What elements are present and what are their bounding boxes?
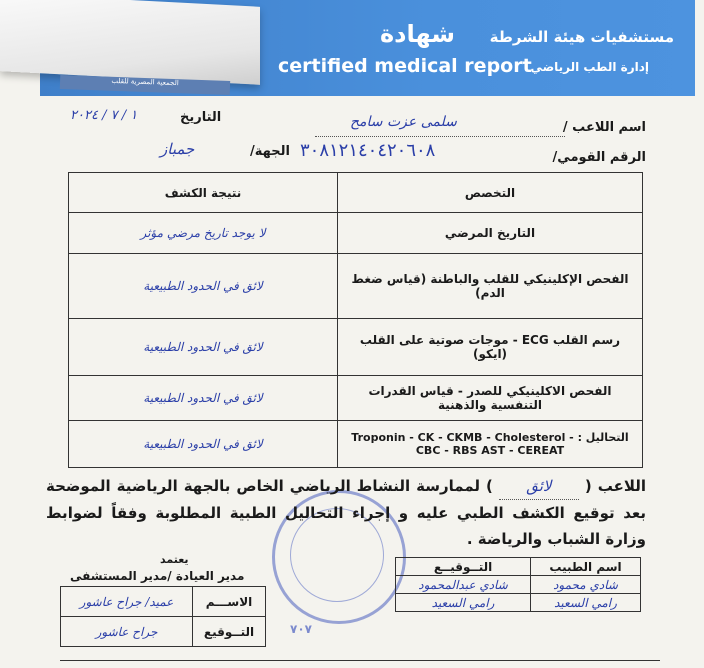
header-specialty: التخصص (338, 173, 643, 213)
stamp-number: ٧٠٧ (290, 622, 312, 636)
certificate-title-en: certified medical report (278, 55, 532, 77)
exam-results-table (68, 172, 643, 468)
doctor-name: رامي السعيد (531, 594, 641, 612)
result-cell: لائق في الحدود الطبيعية (69, 254, 338, 319)
doctor-signature: رامي السعيد (396, 594, 531, 612)
date-value: ١ / ٧ / ٢٠٢٤ (70, 108, 138, 123)
fold-strip: الجمعية المصرية للقلب (60, 75, 230, 95)
doctor-name: شادي محمود (531, 576, 641, 594)
director-signature-table (60, 586, 266, 647)
folded-paper-corner (0, 0, 260, 85)
doctor-name-header: اسم الطبيب (531, 558, 641, 576)
table-row (69, 376, 643, 421)
doctor-signature: شادي عبدالمحمود (396, 576, 531, 594)
certificate-title-ar: شهادة (380, 20, 455, 48)
player-name-value: سلمى عزت سامح (350, 114, 457, 130)
result-cell: لائق في الحدود الطبيعية (69, 376, 338, 421)
entity-label: الجهة/ (250, 144, 290, 159)
specialty-cell: التاريخ المرضي (338, 213, 643, 254)
hospital-name: مستشفيات هيئة الشرطة (489, 28, 674, 46)
specialty-cell: الفحص الإكلينيكي للقلب والباطنة (قياس ضغط الدم) (338, 254, 643, 319)
director-name: عميد/ جراح عاشور (61, 587, 193, 617)
statement-text: ) لممارسة النشاط الرياضي الخاص بالجهة الرياضية الموضحة بعد توقيع الكشف الطبي عليه و إجراء التحاليل الطبية المطلوبة وفقاً لضوابط وزارة الشباب والرياضة . (46, 477, 646, 548)
table-header-row (69, 173, 643, 213)
fitness-statement (46, 473, 646, 552)
result-cell: لا يوجد تاريخ مرضي مؤثر (69, 213, 338, 254)
header-result: نتيجة الكشف (69, 173, 338, 213)
table-row (69, 421, 643, 468)
specialty-cell: رسم القلب ECG - موجات صوتية على القلب (ايكو) (338, 319, 643, 376)
national-id-label: الرقم القومي/ (552, 150, 646, 165)
table-row (69, 319, 643, 376)
result-cell: لائق في الحدود الطبيعية (69, 421, 338, 468)
signature-label: التــوقيع (193, 617, 266, 647)
fitness-status: لائق (499, 473, 579, 500)
entity-value: جمباز (160, 140, 195, 158)
national-id-value: ٣٠٨١٢١٤٠٤٢٠٦٠٨ (300, 140, 436, 161)
footer-divider (60, 660, 660, 661)
table-row (396, 576, 641, 594)
date-label: التاريخ (180, 110, 222, 125)
specialty-cell: التحاليل : Troponin - CK - CKMB - Cholesterol - CBC - RBS AST - CEREAT (338, 421, 643, 468)
director-signature: جراح عاشور (61, 617, 193, 647)
name-label: الاســـم (193, 587, 266, 617)
statement-prefix: اللاعب ( (584, 477, 646, 495)
director-label: مدير العيادة /مدير المستشفى (70, 569, 245, 583)
specialty-cell: الفحص الاكلينيكي للصدر - قياس القدرات التنفسية والذهنية (338, 376, 643, 421)
department-name: إدارة الطب الرياضي (530, 60, 649, 74)
result-cell: لائق في الحدود الطبيعية (69, 319, 338, 376)
doctors-table (395, 557, 641, 612)
table-row (69, 254, 643, 319)
player-name-line (315, 136, 565, 137)
doctor-signature-header: التــوقيــع (396, 558, 531, 576)
table-row (396, 594, 641, 612)
table-row (69, 213, 643, 254)
approved-label: يعتمد (160, 553, 189, 566)
player-name-label: اسم اللاعب / (562, 120, 646, 135)
